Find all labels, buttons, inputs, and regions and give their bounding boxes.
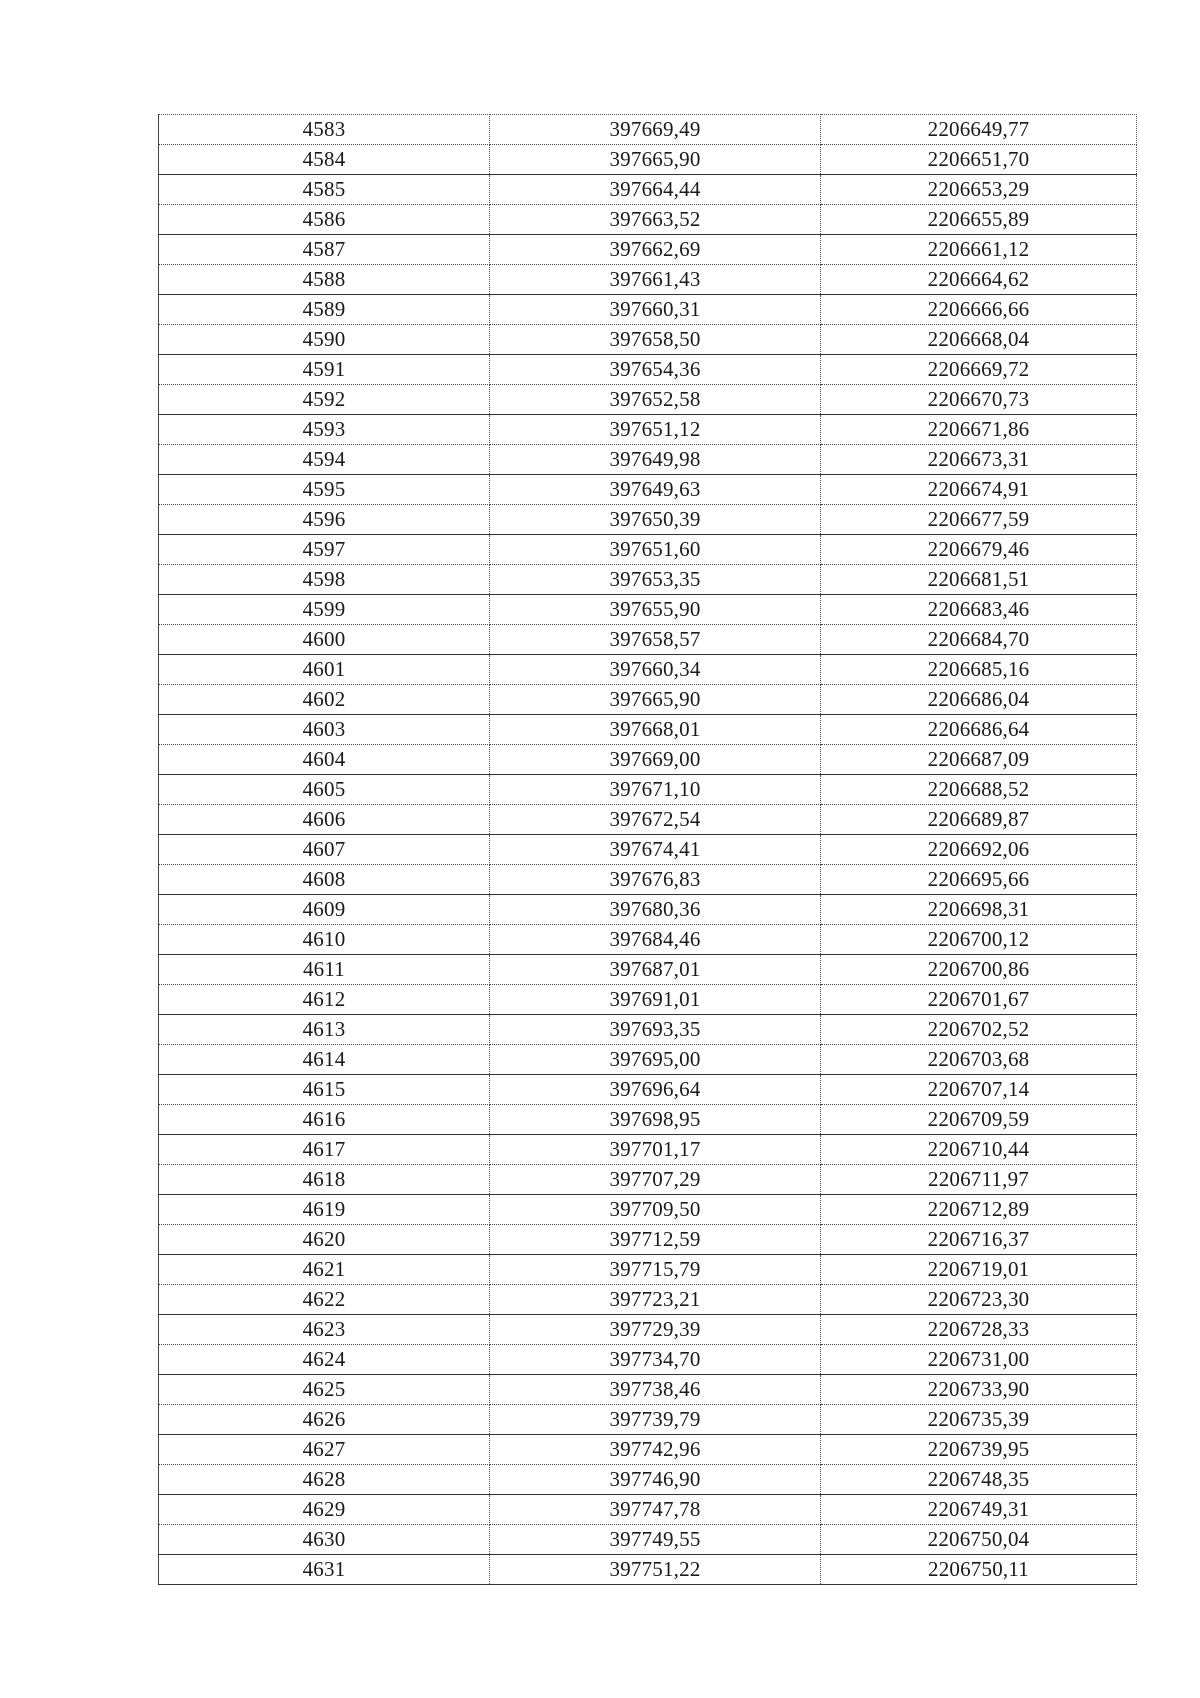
table-row xyxy=(159,865,1137,895)
y-coordinate-cell: 2206750,11 xyxy=(821,1555,1137,1585)
point-number-cell: 4626 xyxy=(159,1405,490,1435)
x-coordinate-cell: 397654,36 xyxy=(490,355,821,385)
point-number-cell: 4627 xyxy=(159,1435,490,1465)
table-row xyxy=(159,475,1137,505)
x-coordinate-cell: 397655,90 xyxy=(490,595,821,625)
y-coordinate-cell: 2206716,37 xyxy=(821,1225,1137,1255)
x-coordinate-cell: 397723,21 xyxy=(490,1285,821,1315)
x-coordinate-cell: 397712,59 xyxy=(490,1225,821,1255)
y-coordinate-cell: 2206735,39 xyxy=(821,1405,1137,1435)
table-row xyxy=(159,835,1137,865)
x-coordinate-cell: 397747,78 xyxy=(490,1495,821,1525)
point-number-cell: 4592 xyxy=(159,385,490,415)
point-number-cell: 4607 xyxy=(159,835,490,865)
y-coordinate-cell: 2206685,16 xyxy=(821,655,1137,685)
y-coordinate-cell: 2206702,52 xyxy=(821,1015,1137,1045)
y-coordinate-cell: 2206649,77 xyxy=(821,115,1137,145)
x-coordinate-cell: 397676,83 xyxy=(490,865,821,895)
table-row xyxy=(159,805,1137,835)
point-number-cell: 4590 xyxy=(159,325,490,355)
x-coordinate-cell: 397669,00 xyxy=(490,745,821,775)
y-coordinate-cell: 2206681,51 xyxy=(821,565,1137,595)
table-row xyxy=(159,295,1137,325)
point-number-cell: 4611 xyxy=(159,955,490,985)
point-number-cell: 4595 xyxy=(159,475,490,505)
x-coordinate-cell: 397651,60 xyxy=(490,535,821,565)
x-coordinate-cell: 397651,12 xyxy=(490,415,821,445)
table-row xyxy=(159,595,1137,625)
point-number-cell: 4594 xyxy=(159,445,490,475)
point-number-cell: 4617 xyxy=(159,1135,490,1165)
y-coordinate-cell: 2206703,68 xyxy=(821,1045,1137,1075)
y-coordinate-cell: 2206739,95 xyxy=(821,1435,1137,1465)
x-coordinate-cell: 397696,64 xyxy=(490,1075,821,1105)
table-row xyxy=(159,1465,1137,1495)
table-row xyxy=(159,1165,1137,1195)
table-row xyxy=(159,1495,1137,1525)
y-coordinate-cell: 2206698,31 xyxy=(821,895,1137,925)
y-coordinate-cell: 2206700,86 xyxy=(821,955,1137,985)
y-coordinate-cell: 2206700,12 xyxy=(821,925,1137,955)
point-number-cell: 4616 xyxy=(159,1105,490,1135)
point-number-cell: 4625 xyxy=(159,1375,490,1405)
y-coordinate-cell: 2206670,73 xyxy=(821,385,1137,415)
x-coordinate-cell: 397695,00 xyxy=(490,1045,821,1075)
point-number-cell: 4622 xyxy=(159,1285,490,1315)
table-row xyxy=(159,145,1137,175)
y-coordinate-cell: 2206664,62 xyxy=(821,265,1137,295)
table-row xyxy=(159,715,1137,745)
y-coordinate-cell: 2206686,04 xyxy=(821,685,1137,715)
table-row xyxy=(159,1045,1137,1075)
table-row xyxy=(159,535,1137,565)
point-number-cell: 4624 xyxy=(159,1345,490,1375)
table-row xyxy=(159,265,1137,295)
point-number-cell: 4605 xyxy=(159,775,490,805)
x-coordinate-cell: 397660,31 xyxy=(490,295,821,325)
point-number-cell: 4623 xyxy=(159,1315,490,1345)
point-number-cell: 4620 xyxy=(159,1225,490,1255)
table-row xyxy=(159,1555,1137,1585)
x-coordinate-cell: 397665,90 xyxy=(490,685,821,715)
x-coordinate-cell: 397668,01 xyxy=(490,715,821,745)
table-row xyxy=(159,445,1137,475)
y-coordinate-cell: 2206710,44 xyxy=(821,1135,1137,1165)
table-row xyxy=(159,1375,1137,1405)
point-number-cell: 4601 xyxy=(159,655,490,685)
x-coordinate-cell: 397698,95 xyxy=(490,1105,821,1135)
point-number-cell: 4609 xyxy=(159,895,490,925)
point-number-cell: 4614 xyxy=(159,1045,490,1075)
x-coordinate-cell: 397664,44 xyxy=(490,175,821,205)
point-number-cell: 4585 xyxy=(159,175,490,205)
point-number-cell: 4600 xyxy=(159,625,490,655)
y-coordinate-cell: 2206695,66 xyxy=(821,865,1137,895)
x-coordinate-cell: 397739,79 xyxy=(490,1405,821,1435)
x-coordinate-cell: 397674,41 xyxy=(490,835,821,865)
y-coordinate-cell: 2206671,86 xyxy=(821,415,1137,445)
x-coordinate-cell: 397669,49 xyxy=(490,115,821,145)
y-coordinate-cell: 2206709,59 xyxy=(821,1105,1137,1135)
y-coordinate-cell: 2206728,33 xyxy=(821,1315,1137,1345)
point-number-cell: 4602 xyxy=(159,685,490,715)
point-number-cell: 4591 xyxy=(159,355,490,385)
table-row xyxy=(159,1105,1137,1135)
y-coordinate-cell: 2206686,64 xyxy=(821,715,1137,745)
x-coordinate-cell: 397693,35 xyxy=(490,1015,821,1045)
table-row xyxy=(159,655,1137,685)
point-number-cell: 4596 xyxy=(159,505,490,535)
point-number-cell: 4631 xyxy=(159,1555,490,1585)
x-coordinate-cell: 397661,43 xyxy=(490,265,821,295)
y-coordinate-cell: 2206683,46 xyxy=(821,595,1137,625)
y-coordinate-cell: 2206666,66 xyxy=(821,295,1137,325)
table-row xyxy=(159,325,1137,355)
x-coordinate-cell: 397729,39 xyxy=(490,1315,821,1345)
x-coordinate-cell: 397734,70 xyxy=(490,1345,821,1375)
point-number-cell: 4597 xyxy=(159,535,490,565)
y-coordinate-cell: 2206692,06 xyxy=(821,835,1137,865)
point-number-cell: 4621 xyxy=(159,1255,490,1285)
point-number-cell: 4587 xyxy=(159,235,490,265)
y-coordinate-cell: 2206653,29 xyxy=(821,175,1137,205)
table-row xyxy=(159,1285,1137,1315)
y-coordinate-cell: 2206684,70 xyxy=(821,625,1137,655)
x-coordinate-cell: 397707,29 xyxy=(490,1165,821,1195)
y-coordinate-cell: 2206731,00 xyxy=(821,1345,1137,1375)
y-coordinate-cell: 2206711,97 xyxy=(821,1165,1137,1195)
x-coordinate-cell: 397672,54 xyxy=(490,805,821,835)
point-number-cell: 4593 xyxy=(159,415,490,445)
point-number-cell: 4604 xyxy=(159,745,490,775)
point-number-cell: 4628 xyxy=(159,1465,490,1495)
point-number-cell: 4615 xyxy=(159,1075,490,1105)
table-row xyxy=(159,355,1137,385)
point-number-cell: 4599 xyxy=(159,595,490,625)
point-number-cell: 4588 xyxy=(159,265,490,295)
point-number-cell: 4603 xyxy=(159,715,490,745)
table-row xyxy=(159,385,1137,415)
table-row xyxy=(159,1315,1137,1345)
table-row xyxy=(159,955,1137,985)
table-row xyxy=(159,415,1137,445)
table-row xyxy=(159,685,1137,715)
y-coordinate-cell: 2206674,91 xyxy=(821,475,1137,505)
y-coordinate-cell: 2206748,35 xyxy=(821,1465,1137,1495)
x-coordinate-cell: 397746,90 xyxy=(490,1465,821,1495)
y-coordinate-cell: 2206679,46 xyxy=(821,535,1137,565)
table-row xyxy=(159,1525,1137,1555)
y-coordinate-cell: 2206677,59 xyxy=(821,505,1137,535)
x-coordinate-cell: 397650,39 xyxy=(490,505,821,535)
table-row xyxy=(159,235,1137,265)
point-number-cell: 4618 xyxy=(159,1165,490,1195)
point-number-cell: 4586 xyxy=(159,205,490,235)
table-row xyxy=(159,565,1137,595)
x-coordinate-cell: 397662,69 xyxy=(490,235,821,265)
x-coordinate-cell: 397684,46 xyxy=(490,925,821,955)
x-coordinate-cell: 397663,52 xyxy=(490,205,821,235)
table-row xyxy=(159,745,1137,775)
x-coordinate-cell: 397701,17 xyxy=(490,1135,821,1165)
x-coordinate-cell: 397715,79 xyxy=(490,1255,821,1285)
y-coordinate-cell: 2206688,52 xyxy=(821,775,1137,805)
point-number-cell: 4630 xyxy=(159,1525,490,1555)
y-coordinate-cell: 2206707,14 xyxy=(821,1075,1137,1105)
x-coordinate-cell: 397680,36 xyxy=(490,895,821,925)
x-coordinate-cell: 397687,01 xyxy=(490,955,821,985)
x-coordinate-cell: 397691,01 xyxy=(490,985,821,1015)
table-row xyxy=(159,775,1137,805)
y-coordinate-cell: 2206673,31 xyxy=(821,445,1137,475)
table-row xyxy=(159,115,1137,145)
y-coordinate-cell: 2206655,89 xyxy=(821,205,1137,235)
x-coordinate-cell: 397751,22 xyxy=(490,1555,821,1585)
point-number-cell: 4598 xyxy=(159,565,490,595)
point-number-cell: 4589 xyxy=(159,295,490,325)
y-coordinate-cell: 2206669,72 xyxy=(821,355,1137,385)
y-coordinate-cell: 2206687,09 xyxy=(821,745,1137,775)
point-number-cell: 4629 xyxy=(159,1495,490,1525)
table-row xyxy=(159,895,1137,925)
table-row xyxy=(159,205,1137,235)
y-coordinate-cell: 2206651,70 xyxy=(821,145,1137,175)
y-coordinate-cell: 2206701,67 xyxy=(821,985,1137,1015)
table-row xyxy=(159,1015,1137,1045)
y-coordinate-cell: 2206733,90 xyxy=(821,1375,1137,1405)
y-coordinate-cell: 2206712,89 xyxy=(821,1195,1137,1225)
table-row xyxy=(159,505,1137,535)
table-row xyxy=(159,1135,1137,1165)
y-coordinate-cell: 2206668,04 xyxy=(821,325,1137,355)
point-number-cell: 4584 xyxy=(159,145,490,175)
y-coordinate-cell: 2206661,12 xyxy=(821,235,1137,265)
x-coordinate-cell: 397649,63 xyxy=(490,475,821,505)
x-coordinate-cell: 397658,50 xyxy=(490,325,821,355)
x-coordinate-cell: 397649,98 xyxy=(490,445,821,475)
x-coordinate-cell: 397658,57 xyxy=(490,625,821,655)
table-row xyxy=(159,625,1137,655)
y-coordinate-cell: 2206689,87 xyxy=(821,805,1137,835)
x-coordinate-cell: 397749,55 xyxy=(490,1525,821,1555)
point-number-cell: 4606 xyxy=(159,805,490,835)
y-coordinate-cell: 2206719,01 xyxy=(821,1255,1137,1285)
table-row xyxy=(159,1345,1137,1375)
table-row xyxy=(159,1075,1137,1105)
point-number-cell: 4619 xyxy=(159,1195,490,1225)
table-row xyxy=(159,1255,1137,1285)
point-number-cell: 4613 xyxy=(159,1015,490,1045)
table-row xyxy=(159,925,1137,955)
coordinates-table xyxy=(158,114,1137,1585)
x-coordinate-cell: 397738,46 xyxy=(490,1375,821,1405)
x-coordinate-cell: 397653,35 xyxy=(490,565,821,595)
table-row xyxy=(159,1435,1137,1465)
coordinates-table-body xyxy=(159,115,1137,1585)
table-row xyxy=(159,1195,1137,1225)
point-number-cell: 4610 xyxy=(159,925,490,955)
point-number-cell: 4583 xyxy=(159,115,490,145)
table-row xyxy=(159,1405,1137,1435)
table-row xyxy=(159,985,1137,1015)
x-coordinate-cell: 397652,58 xyxy=(490,385,821,415)
x-coordinate-cell: 397709,50 xyxy=(490,1195,821,1225)
x-coordinate-cell: 397660,34 xyxy=(490,655,821,685)
x-coordinate-cell: 397665,90 xyxy=(490,145,821,175)
x-coordinate-cell: 397742,96 xyxy=(490,1435,821,1465)
point-number-cell: 4608 xyxy=(159,865,490,895)
table-row xyxy=(159,175,1137,205)
point-number-cell: 4612 xyxy=(159,985,490,1015)
x-coordinate-cell: 397671,10 xyxy=(490,775,821,805)
y-coordinate-cell: 2206750,04 xyxy=(821,1525,1137,1555)
table-row xyxy=(159,1225,1137,1255)
y-coordinate-cell: 2206723,30 xyxy=(821,1285,1137,1315)
y-coordinate-cell: 2206749,31 xyxy=(821,1495,1137,1525)
